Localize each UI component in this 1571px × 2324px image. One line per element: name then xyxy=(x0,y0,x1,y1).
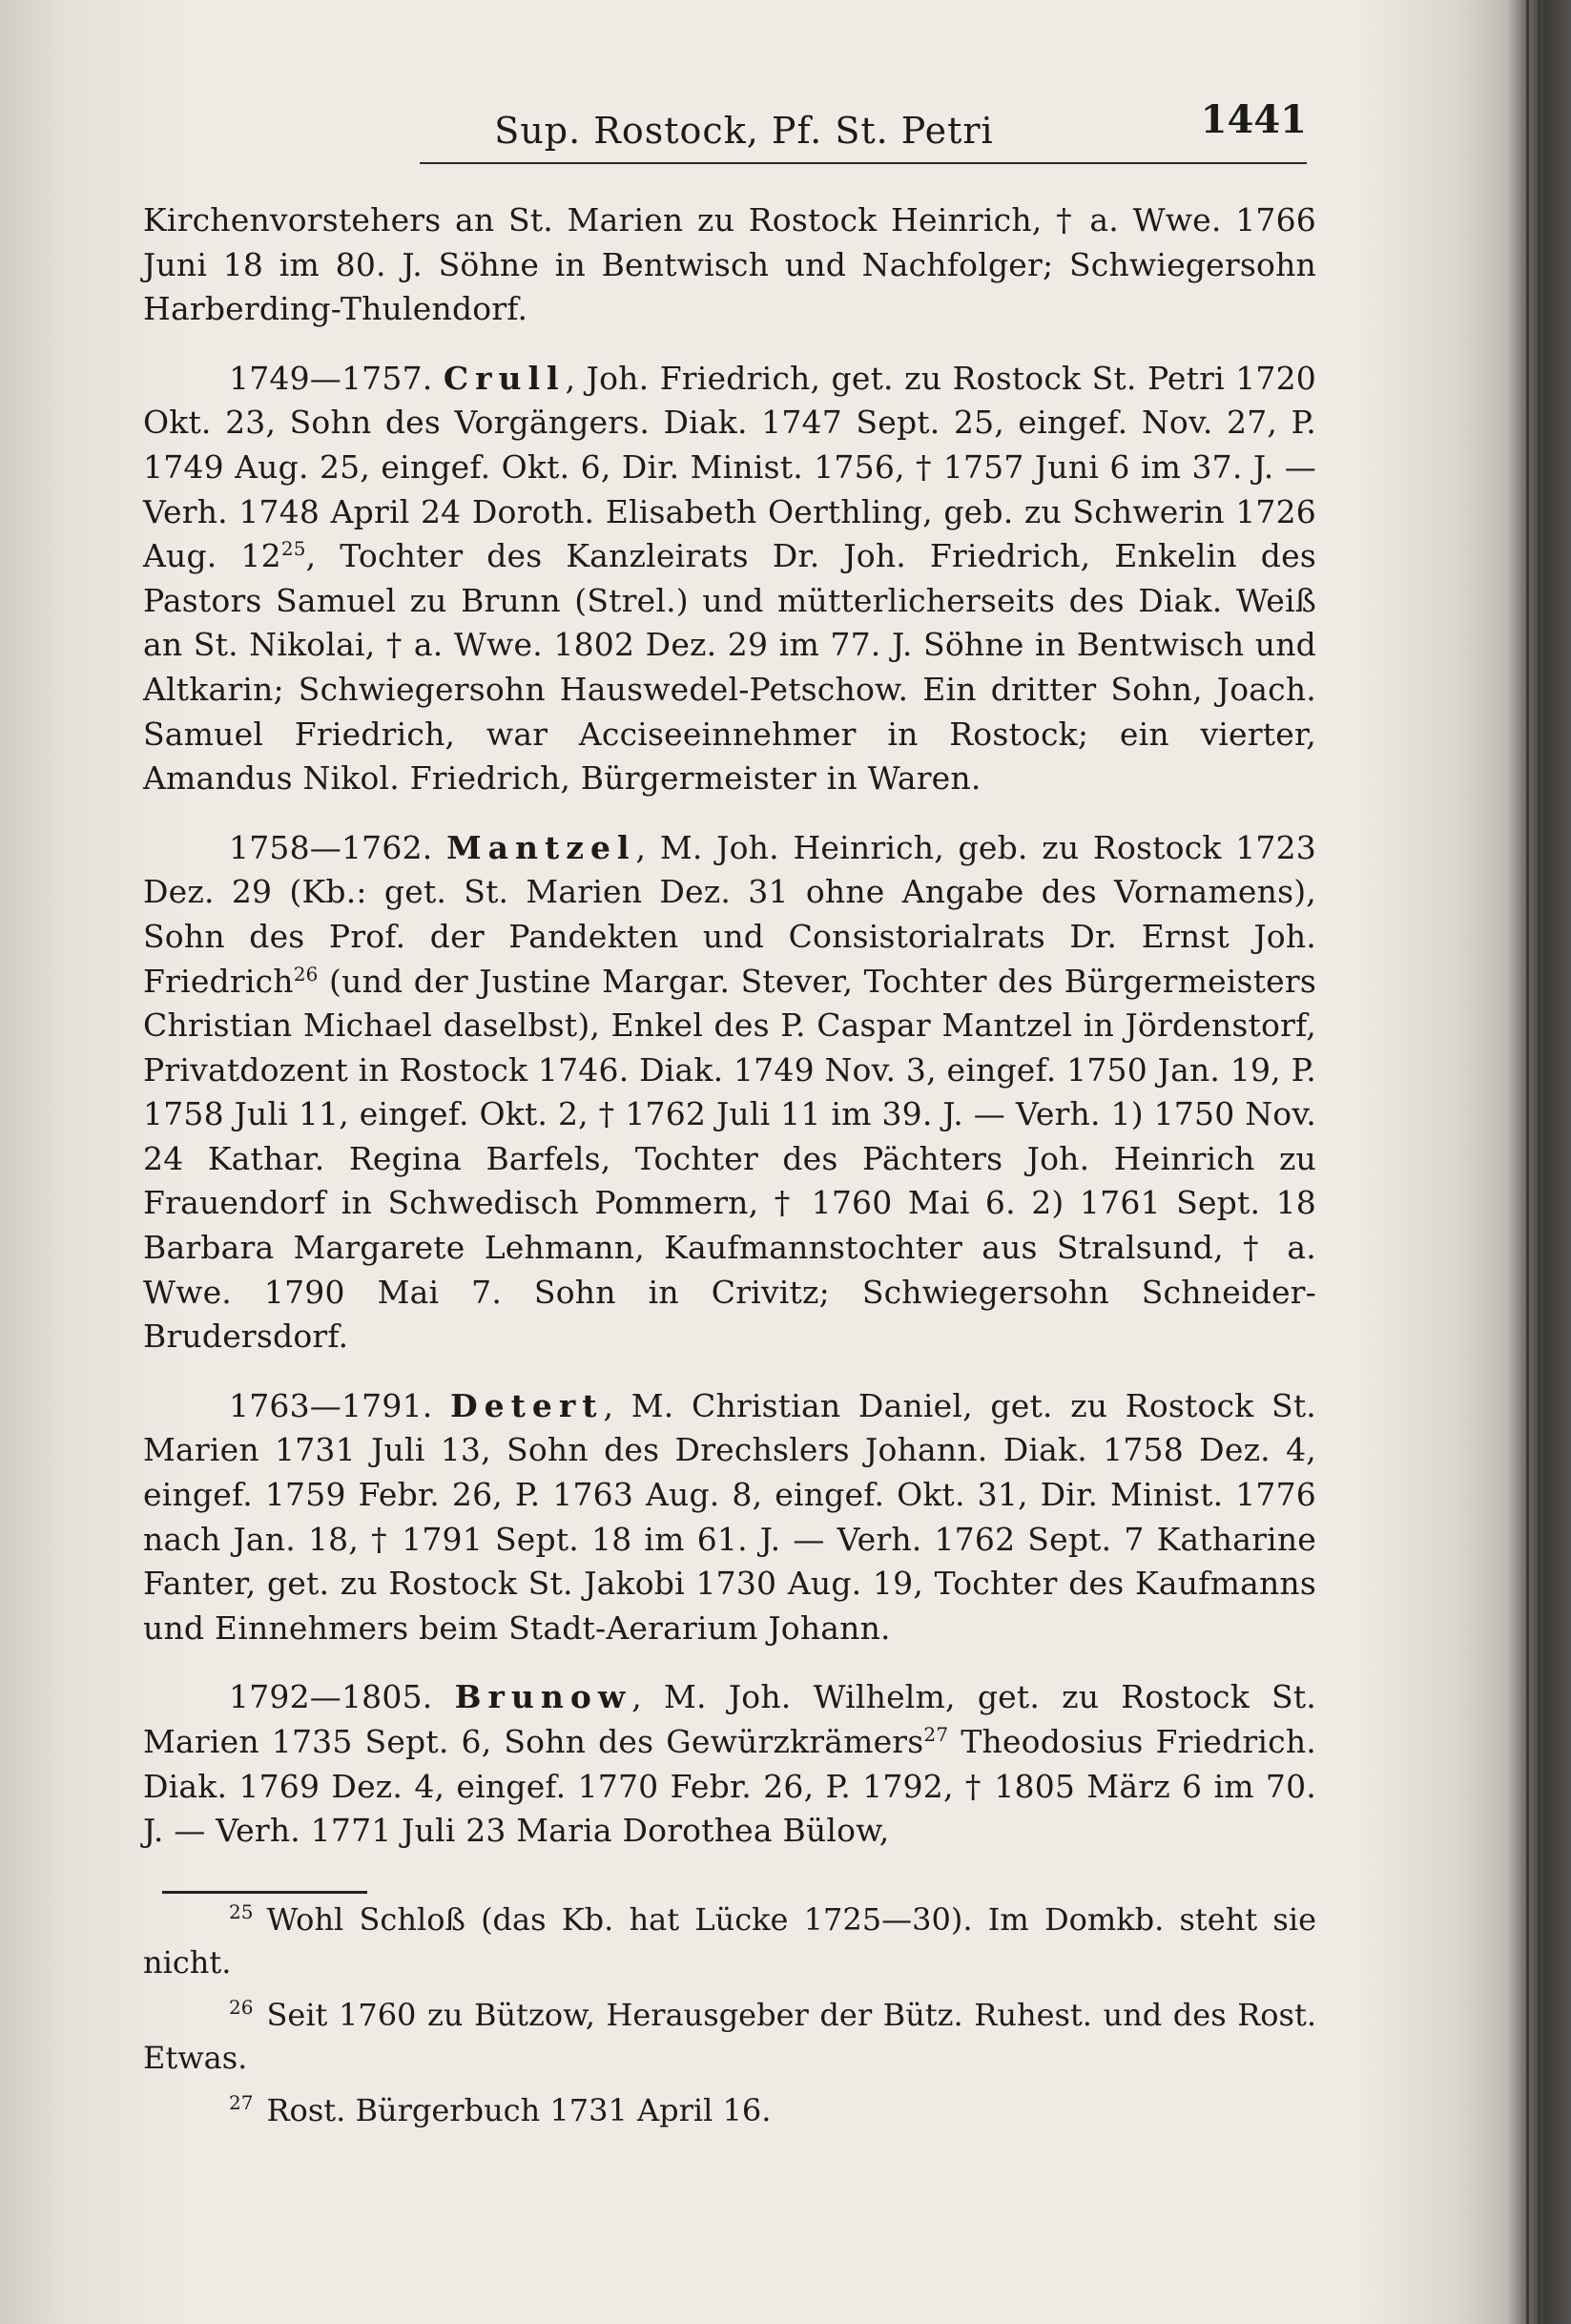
entry-years: 1749—1757. xyxy=(229,359,433,397)
footnote-separator xyxy=(162,1891,367,1894)
footnote-text: Rost. Bürgerbuch 1731 April 16. xyxy=(266,2092,772,2128)
entry-name: Brunow xyxy=(454,1678,632,1716)
footnote xyxy=(143,2089,1316,2132)
page-number: 1441 xyxy=(1200,97,1307,142)
entry-name: Detert xyxy=(450,1386,604,1424)
footnote-text: Seit 1760 zu Bützow, Herausgeber der Bütz. Ruhest. und des Rost. Etwas. xyxy=(143,1997,1316,2076)
book-page xyxy=(143,86,1326,2280)
footnote xyxy=(143,1899,1316,1984)
entry-crull xyxy=(143,357,1316,801)
entry-years: 1792—1805. xyxy=(229,1678,433,1716)
footnote-number: 26 xyxy=(229,1996,254,2020)
page-edge-line xyxy=(1538,0,1540,2324)
entry-brunow xyxy=(143,1675,1316,1853)
paragraph-text: Kirchenvorstehers an St. Marien zu Rostock Heinrich, † a. Wwe. 1766 Juni 18 im 80. J. Söhne in Bentwisch und Nachfolger; Schwiegersohn Harberding-Thulendorf. xyxy=(143,201,1316,328)
entry-name: Crull xyxy=(443,359,566,397)
footnote-number: 27 xyxy=(229,2091,254,2115)
running-head-title: Sup. Rostock, Pf. St. Petri xyxy=(494,110,994,152)
running-head-rule xyxy=(420,162,1307,164)
entry-text: , M. Christian Daniel, get. zu Rostock St. Marien 1731 Juli 13, Sohn des Drechslers Johann. Diak. 1758 Dez. 4, eingef. 1759 Febr. 26, P. 1763 Aug. 8, eingef. Okt. 31, Dir. Minist. 1776 nach Jan. 18, † 1791 Sept. 18 im 61. J. — Verh. 1762 Sept. 7 Katharine Fanter, get. zu Rostock St. Jakobi 1730 Aug. 19, Tochter des Kaufmanns und Einnehmers beim Stadt-Aerarium Johann. xyxy=(143,1386,1316,1647)
entry-text: , Joh. Friedrich, get. zu Rostock St. Petri 1720 Okt. 23, Sohn des Vorgängers. Diak. 1747 Sept. 25, eingef. Nov. 27, P. 1749 Aug. 25, eingef. Okt. 6, Dir. Minist. 1756, † 1757 Juni 6 im 37. J. — Verh. 1748 April 24 Doroth. Elisabeth Oerthling, geb. zu Schwerin 1726 Aug. 12 xyxy=(143,359,1316,575)
entry-name: Mantzel xyxy=(446,828,636,866)
footnote-reference: 25 xyxy=(280,537,306,561)
entry-text-continued: (und der Justine Margar. Stever, Tochter des Bürgermeisters Christian Michael daselbst), Enkel des P. Caspar Mantzel in Jördenstorf, Privatdozent in Rostock 1746. Diak. 1749 Nov. 3, eingef. 1750 Jan. 19, P. 1758 Juli 11, eingef. Okt. 2, † 1762 Juli 11 im 39. J. — Verh. 1) 1750 Nov. 24 Kathar. Regina Barfels, Tochter des Pächters Joh. Heinrich zu Frauendorf in Schwedisch Pommern, † 1760 Mai 6. 2) 1761 Sept. 18 Barbara Margarete Lehmann, Kaufmannstochter aus Stralsund, † a. Wwe. 1790 Mai 7. Sohn in Crivitz; Schwiegersohn Schneider-Brudersdorf. xyxy=(143,962,1316,1356)
footnote xyxy=(143,1994,1316,2080)
entry-text: , M. Joh. Heinrich, geb. zu Rostock 1723 Dez. 29 (Kb.: get. St. Marien Dez. 31 ohne Angabe des Vornamens), Sohn des Prof. der Pandekten und Consistorialrats Dr. Ernst Joh. Friedrich xyxy=(143,828,1316,1000)
footnote-text: Wohl Schloß (das Kb. hat Lücke 1725—30). Im Domkb. steht sie nicht. xyxy=(143,1901,1316,1981)
entry-years: 1758—1762. xyxy=(229,828,433,866)
footnotes xyxy=(143,1899,1316,2142)
footnote-reference: 26 xyxy=(293,962,319,986)
main-text xyxy=(143,198,1316,1878)
entry-years: 1763—1791. xyxy=(229,1386,433,1424)
entry-detert xyxy=(143,1384,1316,1651)
footnote-reference: 27 xyxy=(923,1723,949,1746)
continuation-paragraph xyxy=(143,198,1316,332)
entry-mantzel xyxy=(143,826,1316,1359)
page-edge-line xyxy=(1526,0,1529,2324)
entry-text-continued: , Tochter des Kanzleirats Dr. Joh. Friedrich, Enkelin des Pastors Samuel zu Brunn (Strel.) und mütterlicherseits des Diak. Weiß an St. Nikolai, † a. Wwe. 1802 Dez. 29 im 77. J. Söhne in Bentwisch und Altkarin; Schwiegersohn Hauswedel-Petschow. Ein dritter Sohn, Joach. Samuel Friedrich, war Acciseeinnehmer in Rostock; ein vierter, Amandus Nikol. Friedrich, Bürgermeister in Waren. xyxy=(143,537,1316,798)
entry-text-continued: Theodosius Friedrich. Diak. 1769 Dez. 4, eingef. 1770 Febr. 26, P. 1792, † 1805 März 6 im 70. J. — Verh. 1771 Juli 23 Maria Dorothea Bülow, xyxy=(143,1723,1316,1850)
footnote-number: 25 xyxy=(229,1900,254,1924)
running-head xyxy=(143,86,1326,172)
entry-text: , M. Joh. Wilhelm, get. zu Rostock St. Marien 1735 Sept. 6, Sohn des Gewürzkrämers xyxy=(143,1678,1316,1760)
